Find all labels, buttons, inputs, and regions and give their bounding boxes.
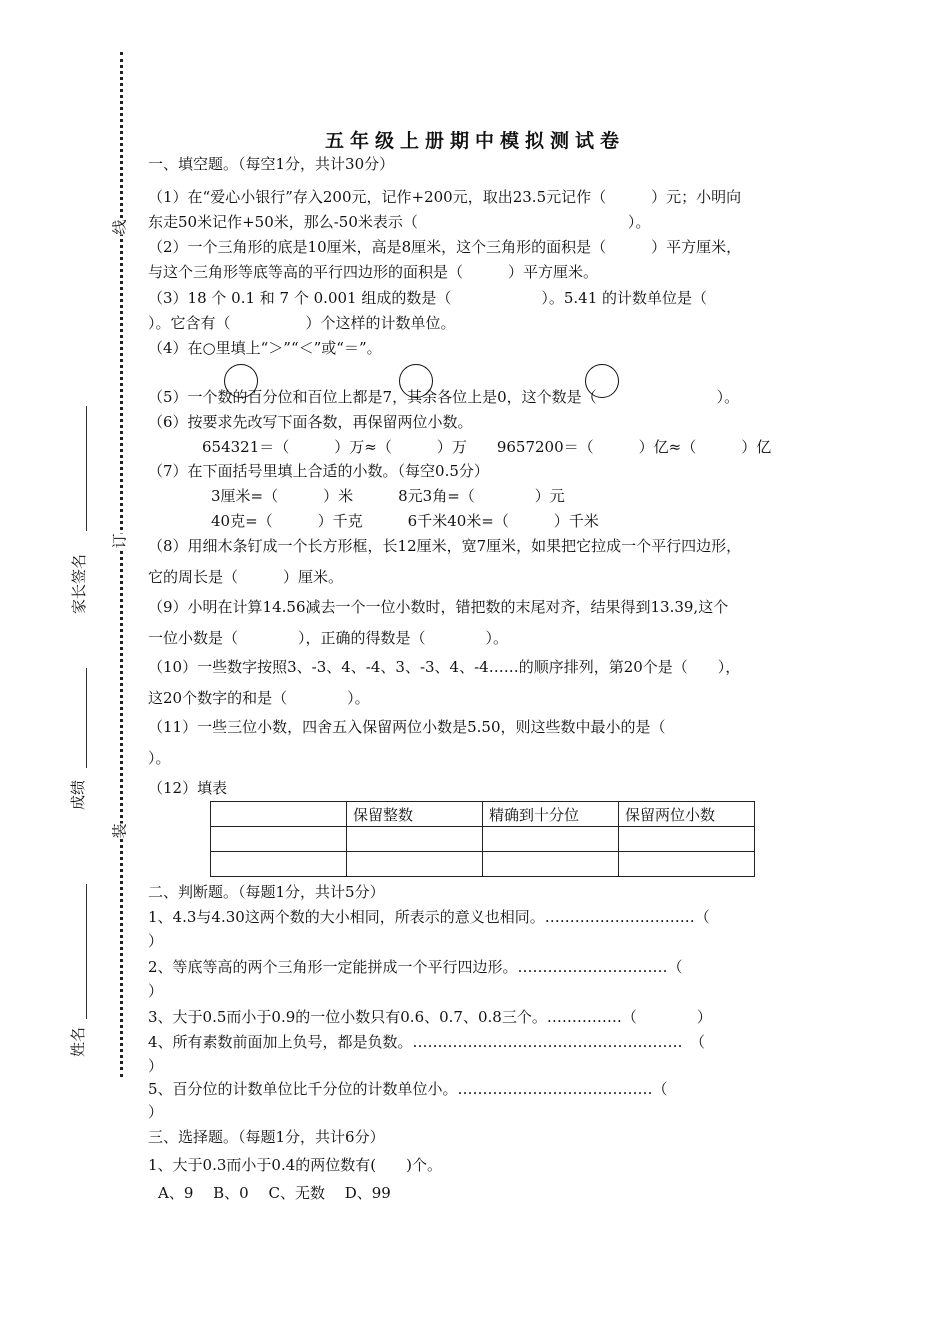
table-cell[interactable] xyxy=(211,852,347,877)
mc1-question: 1、大于0.3而小于0.4的两位数有( )个。 xyxy=(148,1156,442,1174)
tf5-line1: 5、百分位的计数单位比千分位的计数单位小。…………………………………（ xyxy=(148,1080,668,1098)
table-header-cell xyxy=(211,802,347,827)
tf2-line1: 2、等底等高的两个三角形一定能拼成一个平行四边形。…………………………（ xyxy=(148,958,683,976)
section3-heading: 三、选择题。（每题1分，共计6分） xyxy=(148,1128,385,1146)
table-cell[interactable] xyxy=(483,852,619,877)
score-label: 成绩 xyxy=(69,779,88,811)
table-header-cell: 保留两位小数 xyxy=(619,802,755,827)
table-cell[interactable] xyxy=(483,827,619,852)
q11-line2: ）。 xyxy=(148,749,171,767)
name-label: 姓名 xyxy=(69,1026,88,1058)
q12-line: （12）填表 xyxy=(148,779,228,797)
section2-heading: 二、判断题。（每题1分，共计5分） xyxy=(148,883,385,901)
binding-dotted-line xyxy=(120,52,123,1077)
tf1-line1: 1、4.3与4.30这两个数的大小相同，所表示的意义也相同。…………………………（ xyxy=(148,908,710,926)
tf4-line1: 4、所有素数前面加上负号，都是负数。……………………………………………… （ xyxy=(148,1033,706,1051)
seal-label-line: 线 xyxy=(110,219,129,235)
tf1-line2: ） xyxy=(148,932,164,950)
parent-sign-line xyxy=(86,406,87,531)
q9-line2: 一位小数是（ ），正确的得数是（ ）。 xyxy=(148,629,509,647)
tf3-line: 3、大于0.5而小于0.9的一位小数只有0.6、0.7、0.8三个。……………（ ） xyxy=(148,1008,712,1026)
tf5-line2: ） xyxy=(148,1103,164,1121)
tf4-line2: ） xyxy=(148,1057,164,1075)
exam-title: 五年级上册期中模拟测试卷 xyxy=(324,130,625,152)
q3-line2: ）。它含有（ ）个这样的计数单位。 xyxy=(148,314,456,332)
rounding-table xyxy=(210,801,755,877)
table-cell[interactable] xyxy=(619,852,755,877)
table-cell[interactable] xyxy=(347,827,483,852)
score-line xyxy=(86,668,87,768)
q11-line1: （11）一些三位小数，四舍五入保留两位小数是5.50，则这些数中最小的是（ xyxy=(148,718,666,736)
q2-line2: 与这个三角形等底等高的平行四边形的面积是（ ）平方厘米。 xyxy=(148,263,599,281)
q10-line2: 这20个数字的和是（ ）。 xyxy=(148,689,370,707)
table-header-row xyxy=(211,802,755,827)
q2-line1: （2）一个三角形的底是10厘米，高是8厘米，这个三角形的面积是（ ）平方厘米， xyxy=(148,238,742,256)
q4-line: （4）在○里填上“＞”“＜”或“＝”。 xyxy=(148,339,382,357)
table-row xyxy=(211,827,755,852)
q6-line: （6）按要求先改写下面各数，再保留两位小数。 xyxy=(148,413,473,431)
q10-line1: （10）一些数字按照3、-3、4、-4、3、-3、4、-4……的顺序排列，第20个是（ ）， xyxy=(148,658,741,676)
table-row xyxy=(211,852,755,877)
q1-line2: 东走50米记作+50米，那么-50米表示（ ）。 xyxy=(148,213,651,231)
table-cell[interactable] xyxy=(211,827,347,852)
q1-line1: （1）在“爱心小银行”存入200元，记作+200元，取出23.5元记作（ ）元；小明向 xyxy=(148,188,742,206)
q8-line2: 它的周长是（ ）厘米。 xyxy=(148,568,344,586)
seal-label-bind: 订 xyxy=(110,533,129,549)
q5-line: （5）一个数的百分位和百位上都是7，其余各位上是0，这个数是（ ）。 xyxy=(148,388,740,406)
seal-label-pack: 装 xyxy=(110,823,129,839)
q7-items-1: 3厘米=（ ）米 8元3角=（ ）元 xyxy=(211,487,565,505)
parent-sign-label: 家长签名 xyxy=(70,553,89,615)
q7-line: （7）在下面括号里填上合适的小数。（每空0.5分） xyxy=(148,462,489,480)
section1-heading: 一、填空题。（每空1分，共计30分） xyxy=(148,155,395,173)
mc1-options: A、9 B、0 C、无数 D、99 xyxy=(158,1184,391,1202)
q9-line1: （9）小明在计算14.56减去一个一位小数时，错把数的末尾对齐，结果得到13.39,这个 xyxy=(148,598,729,616)
table-cell[interactable] xyxy=(347,852,483,877)
q7-items-2: 40克=（ ）千克 6千米40米=（ ）千米 xyxy=(211,512,599,530)
table-header-cell: 精确到十分位 xyxy=(483,802,619,827)
table-header-cell: 保留整数 xyxy=(347,802,483,827)
tf2-line2: ） xyxy=(148,982,164,1000)
q8-line1: （8）用细木条钉成一个长方形框，长12厘米，宽7厘米，如果把它拉成一个平行四边形， xyxy=(148,537,742,555)
q6-items: 654321＝（ ）万≈（ ）万 9657200＝（ ）亿≈（ ）亿 xyxy=(202,438,772,456)
q3-line1: （3）18 个 0.1 和 7 个 0.001 组成的数是（ ）。5.41 的计数单位是（ xyxy=(148,289,708,307)
name-line xyxy=(86,884,87,1019)
table-cell[interactable] xyxy=(619,827,755,852)
